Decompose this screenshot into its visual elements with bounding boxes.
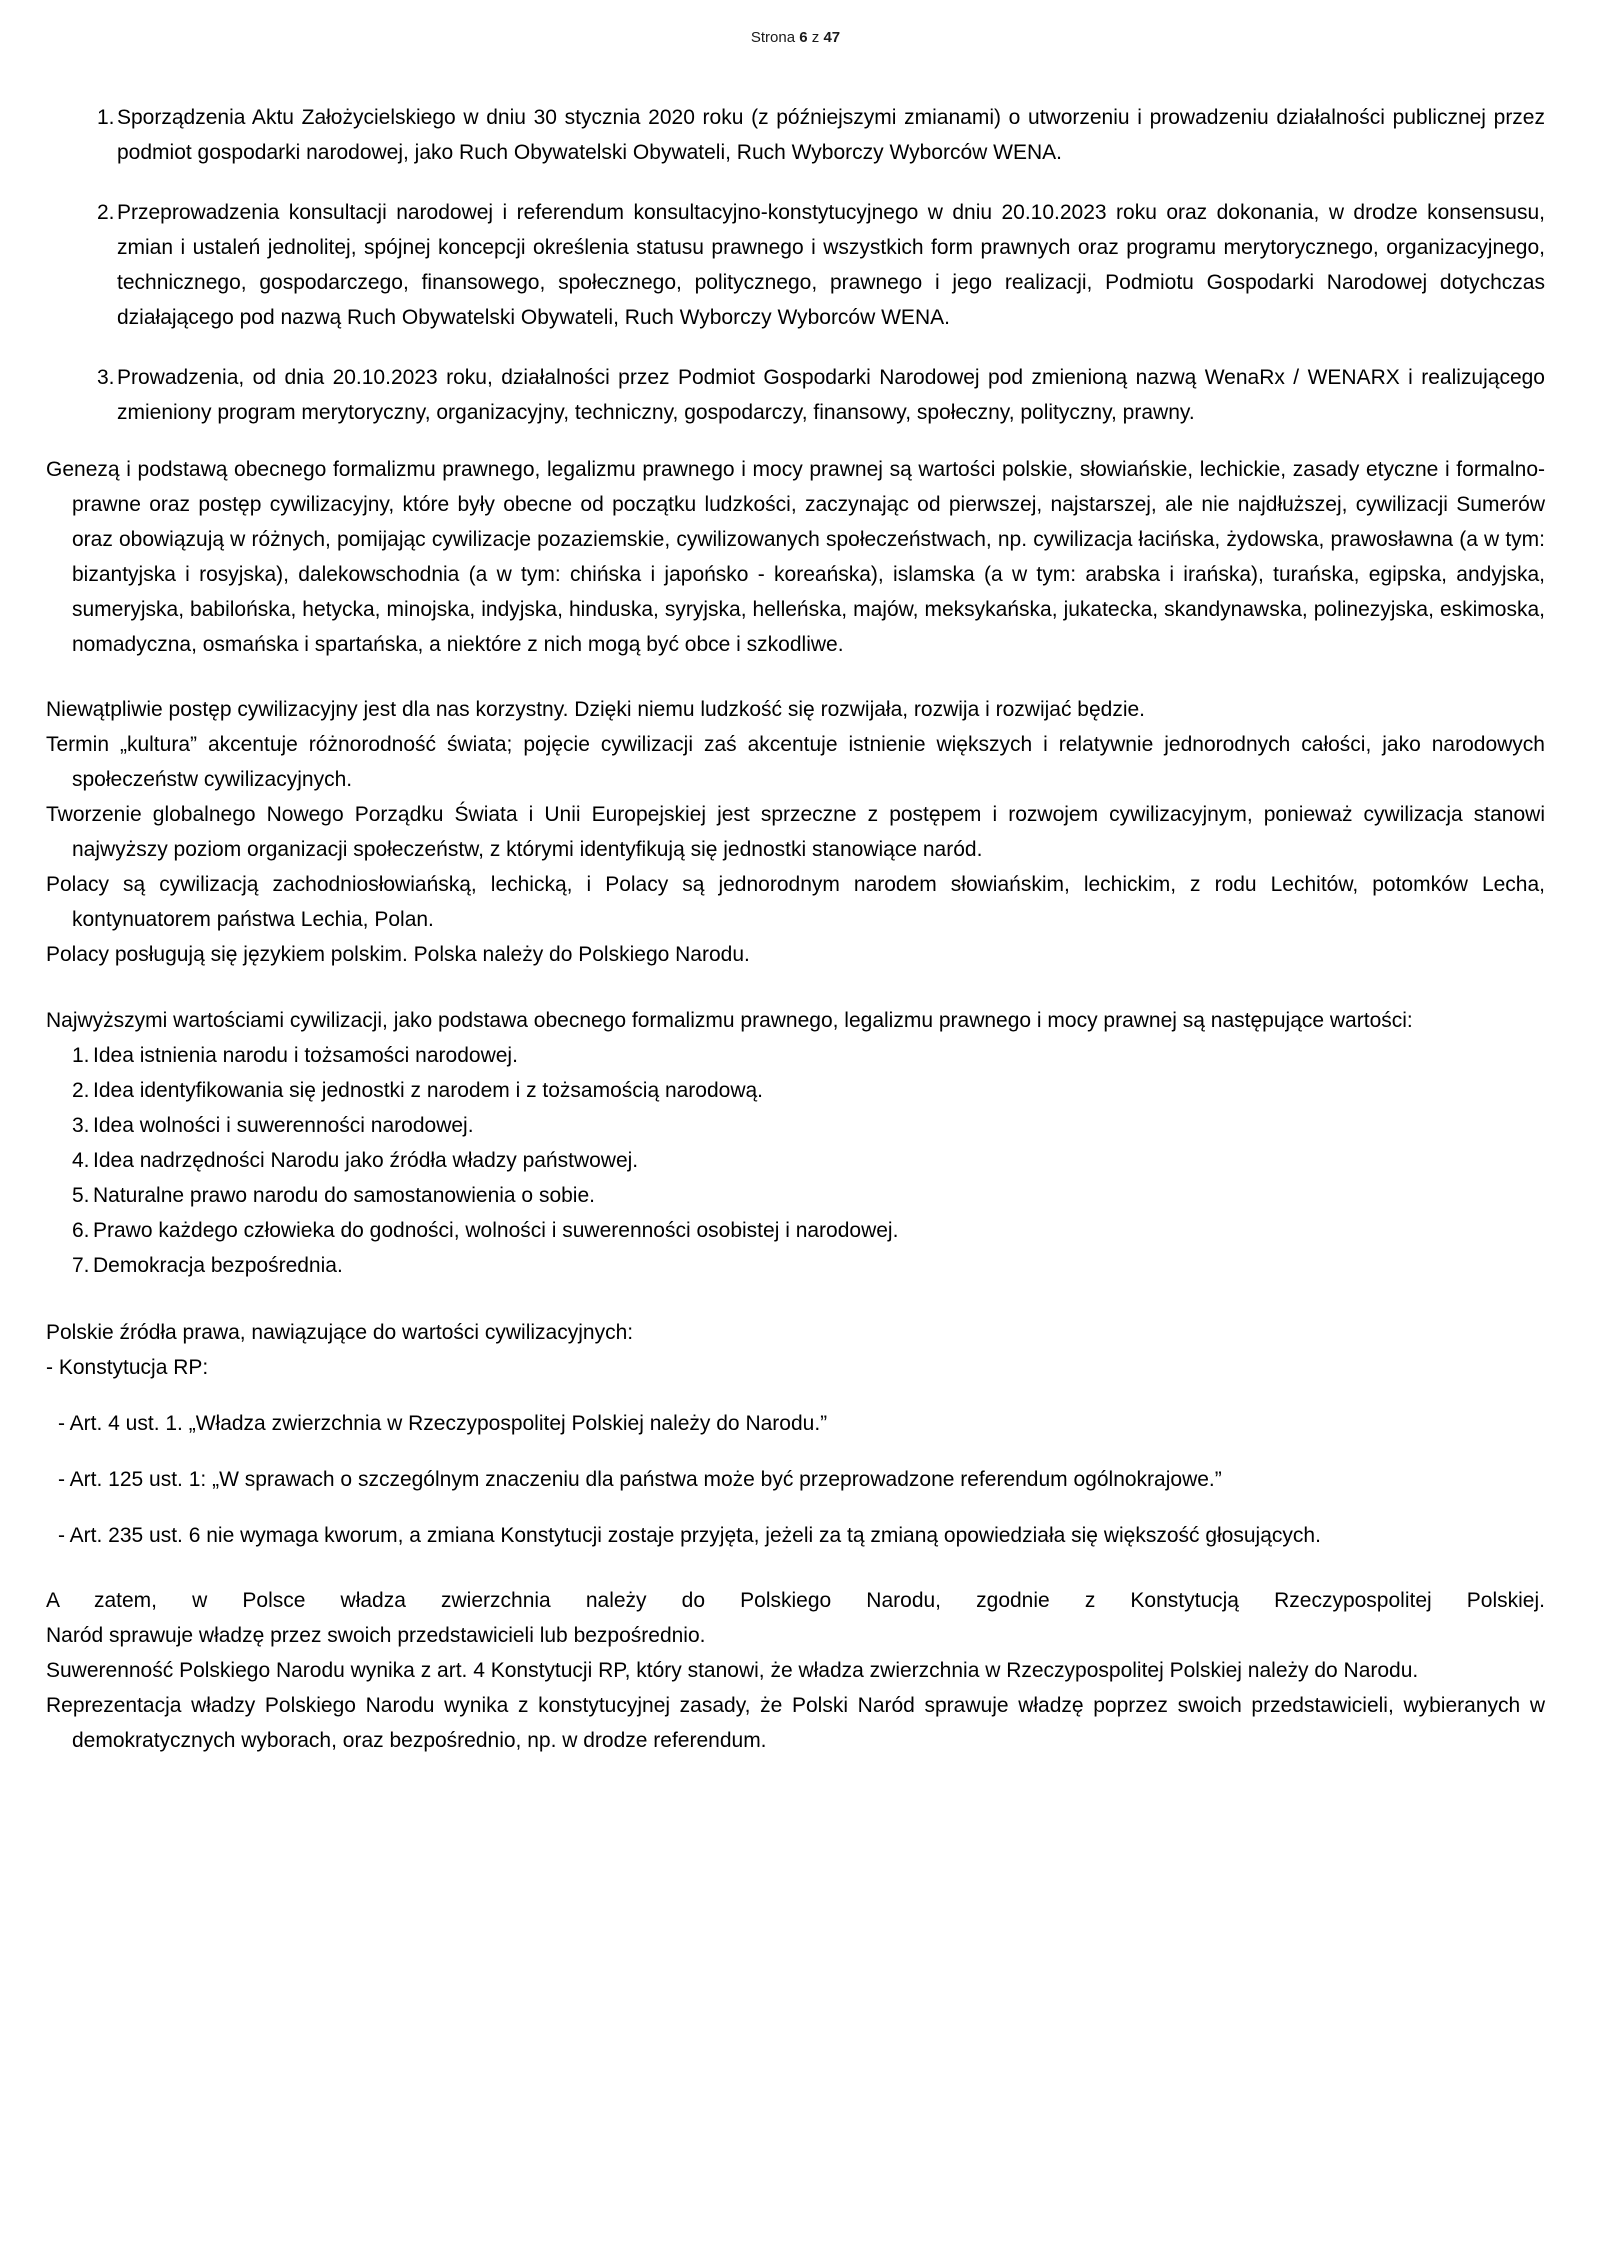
value-item-5 bbox=[72, 1178, 1545, 1213]
value-item-1 bbox=[72, 1038, 1545, 1073]
paragraph-tworzenie-nwo: Tworzenie globalnego Nowego Porządku Świata i Unii Europejskiej jest sprzeczne z postępem i rozwojem cywilizacyjnym, ponieważ cywilizacja stanowi najwyższy poziom organizacji społeczeństw, z którymi identyfikują się jednostki stanowiące naród. bbox=[46, 803, 1545, 861]
numbered-item-1 bbox=[97, 100, 1545, 170]
item-number: 7. bbox=[72, 1254, 90, 1277]
paragraph-reprezentacja: Reprezentacja władzy Polskiego Narodu wynika z konstytucyjnej zasady, że Polski Naród sprawuje władzę poprzez swoich przedstawicieli, wybieranych w demokratycznych wyborach, oraz bezpośrednio, np. w drodze referendum. bbox=[46, 1694, 1545, 1752]
item-text: Prowadzenia, od dnia 20.10.2023 roku, działalności przez Podmiot Gospodarki Narodowej pod zmienioną nazwą WenaRx / WENARX i realizującego zmieniony program merytoryczny, organizacyjny, techniczny, gospodarczy, finansowy, społeczny, polityczny, prawny. bbox=[117, 366, 1545, 424]
paragraph-polacy-jezyk: Polacy posługują się językiem polskim. Polska należy do Polskiego Narodu. bbox=[46, 943, 750, 966]
paragraph-termin-kultura: Termin „kultura” akcentuje różnorodność świata; pojęcie cywilizacji zaś akcentuje istnienie większych i relatywnie jednorodnych całości, jako narodowych społeczeństw cywilizacyjnych. bbox=[46, 733, 1545, 791]
paragraph-geneza: Genezą i podstawą obecnego formalizmu prawnego, legalizmu prawnego i mocy prawnej są wartości polskie, słowiańskie, lechickie, zasady etyczne i formalno-prawne oraz postęp cywilizacyjny, które były obecne od początku ludzkości, zaczynając od pierwszej, najstarszej, ale nie najdłuższej, cywilizacji Sumerów oraz obowiązują w różnych, pomijając cywilizacje pozaziemskie, cywilizowanych społeczeństwach, np. cywilizacja łacińska, żydowska, prawosławna (a w tym: bizantyjska i rosyjska), dalekowschodnia (a w tym: chińska i japońsko - koreańska), islamska (a w tym: arabska i irańska), turańska, egipska, andyjska, sumeryjska, babilońska, hetycka, minojska, indyjska, hinduska, syryjska, helleńska, majów, meksykańska, jukatecka, skandynawska, polinezyjska, eskimoska, nomadyczna, osmańska i spartańska, a niektóre z nich mogą być obce i szkodliwe. bbox=[46, 458, 1545, 656]
value-item-3 bbox=[72, 1108, 1545, 1143]
item-text: Naturalne prawo narodu do samostanowienia o sobie. bbox=[93, 1184, 595, 1207]
dash-item-konstytucja: - Konstytucja RP: bbox=[46, 1356, 209, 1379]
paragraph-a-zatem: A zatem, w Polsce władza zwierzchnia należy do Polskiego Narodu, zgodnie z Konstytucją Rzeczypospolitej Polskiej. bbox=[46, 1589, 1545, 1612]
dash-item-art-4: - Art. 4 ust. 1. „Władza zwierzchnia w Rzeczypospolitej Polskiej należy do Narodu.” bbox=[58, 1412, 828, 1435]
item-number: 2. bbox=[97, 201, 115, 224]
item-text: Idea wolności i suwerenności narodowej. bbox=[93, 1114, 474, 1137]
value-item-2 bbox=[72, 1073, 1545, 1108]
paragraph-niewatpliwie: Niewątpliwie postęp cywilizacyjny jest dla nas korzystny. Dzięki niemu ludzkość się rozwijała, rozwija i rozwijać będzie. bbox=[46, 698, 1146, 721]
paragraph-zrodla-prawa: Polskie źródła prawa, nawiązujące do wartości cywilizacyjnych: bbox=[46, 1321, 634, 1344]
item-number: 4. bbox=[72, 1149, 90, 1172]
numbered-item-2 bbox=[97, 195, 1545, 335]
dash-item-art-125: - Art. 125 ust. 1: „W sprawach o szczególnym znaczeniu dla państwa może być przeprowadzone referendum ogólnokrajowe.” bbox=[58, 1468, 1222, 1491]
paragraph-najwyzsze-wartosci: Najwyższymi wartościami cywilizacji, jako podstawa obecnego formalizmu prawnego, legalizmu prawnego i mocy prawnej są następujące wartości: bbox=[46, 1009, 1413, 1032]
value-item-7 bbox=[72, 1248, 1545, 1283]
item-text: Sporządzenia Aktu Założycielskiego w dniu 30 stycznia 2020 roku (z późniejszymi zmianami) o utworzeniu i prowadzeniu działalności publicznej przez podmiot gospodarki narodowej, jako Ruch Obywatelski Obywateli, Ruch Wyborczy Wyborców WENA. bbox=[117, 106, 1545, 164]
document-body bbox=[46, 100, 1545, 1758]
item-text: Idea nadrzędności Narodu jako źródła władzy państwowej. bbox=[93, 1149, 639, 1172]
item-number: 6. bbox=[72, 1219, 90, 1242]
dash-item-art-235: - Art. 235 ust. 6 nie wymaga kworum, a zmiana Konstytucji zostaje przyjęta, jeżeli za tą zmianą opowiedziała się większość głosujących. bbox=[58, 1524, 1321, 1547]
item-number: 1. bbox=[97, 106, 115, 129]
value-item-6 bbox=[72, 1213, 1545, 1248]
paragraph-polacy-cywilizacja: Polacy są cywilizacją zachodniosłowiańską, lechicką, i Polacy są jednorodnym narodem słowiańskim, lechickim, z rodu Lechitów, potomków Lecha, kontynuatorem państwa Lechia, Polan. bbox=[46, 873, 1545, 931]
paragraph-suwerennosc: Suwerenność Polskiego Narodu wynika z art. 4 Konstytucji RP, który stanowi, że władza zwierzchnia w Rzeczypospolitej Polskiej należy do Narodu. bbox=[46, 1659, 1419, 1682]
item-text: Przeprowadzenia konsultacji narodowej i referendum konsultacyjno-konstytucyjnego w dniu 20.10.2023 roku oraz dokonania, w drodze konsensusu, zmian i ustaleń jednolitej, spójnej koncepcji określenia statusu prawnego i wszystkich form prawnych oraz programu merytorycznego, organizacyjnego, technicznego, gospodarczego, finansowego, społecznego, politycznego, prawnego i jego realizacji, Podmiotu Gospodarki Narodowej dotychczas działającego pod nazwą Ruch Obywatelski Obywateli, Ruch Wyborczy Wyborców WENA. bbox=[117, 201, 1545, 329]
paragraph-narod-sprawuje: Naród sprawuje władzę przez swoich przedstawicieli lub bezpośrednio. bbox=[46, 1624, 706, 1647]
item-number: 3. bbox=[97, 366, 115, 389]
item-number: 3. bbox=[72, 1114, 90, 1137]
item-text: Prawo każdego człowieka do godności, wolności i suwerenności osobistej i narodowej. bbox=[93, 1219, 899, 1242]
page-number-header bbox=[46, 30, 1545, 46]
item-text: Idea istnienia narodu i tożsamości narodowej. bbox=[93, 1044, 518, 1067]
item-text: Demokracja bezpośrednia. bbox=[93, 1254, 343, 1277]
item-number: 5. bbox=[72, 1184, 90, 1207]
page-current-number: 6 bbox=[799, 29, 808, 46]
page-label: Strona bbox=[750, 29, 796, 46]
item-number: 2. bbox=[72, 1079, 90, 1102]
page-separator: z bbox=[811, 29, 820, 46]
item-text: Idea identyfikowania się jednostki z narodem i z tożsamością narodową. bbox=[93, 1079, 764, 1102]
item-number: 1. bbox=[72, 1044, 90, 1067]
page-total-number: 47 bbox=[823, 29, 841, 46]
value-item-4 bbox=[72, 1143, 1545, 1178]
numbered-item-3 bbox=[97, 360, 1545, 430]
